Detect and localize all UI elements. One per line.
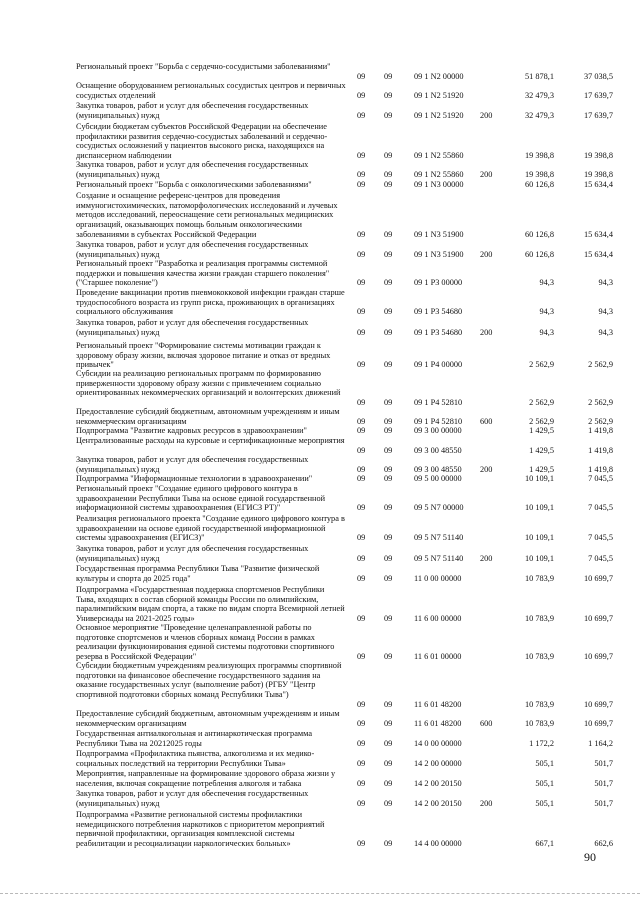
- target-article-code: 11 6 01 48200: [414, 699, 462, 709]
- table-row: [0, 749, 640, 768]
- amount-2022: 19 398,8: [524, 169, 554, 179]
- amount-2023: 94,3: [598, 327, 613, 337]
- table-row: [0, 436, 640, 455]
- row-name: Подпрограмма "Информационные технологии в здравоохранении": [76, 474, 313, 483]
- subsection-code: 09: [384, 151, 393, 161]
- target-article-code: 11 6 01 00000: [414, 652, 462, 662]
- page-number: 90: [584, 850, 596, 864]
- amount-2022: 505,1: [535, 758, 554, 768]
- expense-type-code: 200: [480, 169, 493, 179]
- expense-type-code: 600: [480, 718, 493, 728]
- section-code: 09: [357, 179, 366, 189]
- section-code: 09: [357, 798, 366, 808]
- amount-2023: 2 562,9: [588, 398, 613, 408]
- target-article-code: 09 5 N7 00000: [414, 503, 464, 513]
- amount-2022: 1 429,5: [529, 445, 554, 455]
- row-name: Региональный проект "Борьба с сердечно-сосудистыми заболеваниями": [76, 62, 331, 71]
- amount-2023: 2 562,9: [588, 416, 613, 426]
- table-row: [0, 407, 640, 426]
- target-article-code: 09 5 N7 51140: [414, 533, 464, 543]
- section-code: 09: [357, 652, 366, 662]
- target-article-code: 09 1 P4 52810: [414, 398, 463, 408]
- expense-type-code: 200: [480, 798, 493, 808]
- section-code: 09: [357, 573, 366, 583]
- subsection-code: 09: [384, 110, 393, 120]
- section-code: 09: [357, 778, 366, 788]
- section-code: 09: [357, 464, 366, 474]
- amount-2022: 10 109,1: [524, 533, 554, 543]
- table-row: [0, 259, 640, 288]
- amount-2022: 2 562,9: [529, 360, 554, 370]
- section-code: 09: [357, 278, 366, 288]
- row-name: Основное мероприятие "Проведение целенаправленной работы по подготовке спортсменов и членов сборных команд России в рамках реализации функционирования единой системы подготовки спортивного резерва в Российской Федерации": [76, 623, 335, 662]
- row-name: Закупка товаров, работ и услуг для обеспечения государственных (муниципальных) нужд: [76, 544, 309, 563]
- subsection-code: 09: [384, 652, 393, 662]
- table-row: [0, 160, 640, 179]
- amount-2023: 662,6: [594, 839, 613, 849]
- row-name: Подпрограмма «Государственная поддержка спортсменов Республики Тыва, входящих в состав сборной команды России по олимпийским, паралимпийским видам спорта, а также по видам спорта Всемирной летней Универсиады на 2021-2025 годы»: [76, 585, 345, 624]
- expense-type-code: 200: [480, 249, 493, 259]
- section-code: 09: [357, 473, 366, 483]
- subsection-code: 09: [384, 464, 393, 474]
- target-article-code: 09 1 P4 52810: [414, 416, 463, 426]
- target-article-code: 09 1 P4 00000: [414, 360, 463, 370]
- section-code: 09: [357, 533, 366, 543]
- table-row: [0, 341, 640, 370]
- amount-2022: 10 783,9: [524, 718, 554, 728]
- target-article-code: 09 1 N2 51920: [414, 90, 464, 100]
- amount-2022: 505,1: [535, 798, 554, 808]
- table-row: [0, 81, 640, 100]
- table-row: [0, 240, 640, 259]
- target-article-code: 09 5 00 00000: [414, 473, 462, 483]
- table-row: [0, 484, 640, 513]
- table-row: [0, 585, 640, 624]
- amount-2022: 94,3: [539, 278, 554, 288]
- amount-2022: 1 172,2: [529, 738, 554, 748]
- amount-2023: 7 045,5: [588, 503, 613, 513]
- row-name: Подпрограмма "Развитие кадровых ресурсов в здравоохранении": [76, 426, 307, 435]
- section-code: 09: [357, 553, 366, 563]
- subsection-code: 09: [384, 229, 393, 239]
- table-row: [0, 180, 640, 190]
- table-row: [0, 191, 640, 240]
- amount-2023: 7 045,5: [588, 473, 613, 483]
- target-article-code: 11 0 00 00000: [414, 573, 462, 583]
- amount-2023: 19 398,8: [583, 151, 613, 161]
- expense-type-code: 200: [480, 327, 493, 337]
- amount-2023: 15 634,4: [583, 249, 613, 259]
- amount-2023: 15 634,4: [583, 179, 613, 189]
- amount-2022: 10 783,9: [524, 699, 554, 709]
- section-code: 09: [357, 360, 366, 370]
- table-row: [0, 623, 640, 662]
- expense-type-code: 600: [480, 416, 493, 426]
- subsection-code: 09: [384, 71, 393, 81]
- section-code: 09: [357, 398, 366, 408]
- row-name: Субсидии на реализацию региональных программ по формированию приверженности здоровому образу жизни с привлечением социально ориентированных некоммерческих организаций и волонтерских движений: [76, 369, 341, 398]
- amount-2022: 60 126,8: [524, 229, 554, 239]
- target-article-code: 14 0 00 00000: [414, 738, 462, 748]
- target-article-code: 09 5 N7 51140: [414, 553, 464, 563]
- amount-2022: 10 783,9: [524, 573, 554, 583]
- target-article-code: 09 1 P3 54680: [414, 307, 463, 317]
- row-name: Централизованные расходы на курсовые и сертификационные мероприятия: [76, 436, 345, 445]
- amount-2023: 19 398,8: [583, 169, 613, 179]
- row-name: Проведение вакцинации против пневмококковой инфекции граждан старше трудоспособного возраста из групп риска, проживающих в организациях социального обслуживания: [76, 288, 345, 317]
- subsection-code: 09: [384, 169, 393, 179]
- section-code: 09: [357, 738, 366, 748]
- row-name: Субсидии бюджетам субъектов Российской Федерации на обеспечение профилактики развития сердечно-сосудистых заболеваний и сердечно-сосудистых осложнений у пациентов высокого риска, находящихся на диспансерном наблюдении: [76, 122, 328, 161]
- row-name: Региональный проект "Создание единого цифрового контура в здравоохранении Республики Тыва на основе единой государственной информационной системы здравоохранения (ЕГИСЗ РТ)": [76, 484, 326, 513]
- amount-2023: 10 699,7: [583, 573, 613, 583]
- row-name: Закупка товаров, работ и услуг для обеспечения государственных (муниципальных) нужд: [76, 160, 309, 179]
- amount-2023: 37 038,5: [583, 71, 613, 81]
- target-article-code: 14 4 00 00000: [414, 839, 462, 849]
- table-row: [0, 789, 640, 808]
- section-code: 09: [357, 425, 366, 435]
- row-name: Создание и оснащение референс-центров для проведения иммуногистохимических, патоморфологических исследований и лучевых методов исследований, переоснащение сети региональных медицинских организаций, оказывающих помощь больным онкологическими заболеваниями в субъектах Российской Федерации: [76, 191, 338, 239]
- row-name: Государственная антиалкогольная и антинаркотическая программа Республики Тыва на 20212025 годы: [76, 729, 313, 748]
- table-row: [0, 288, 640, 317]
- amount-2023: 17 639,7: [583, 90, 613, 100]
- target-article-code: 09 3 00 48550: [414, 445, 462, 455]
- table-row: [0, 709, 640, 728]
- subsection-code: 09: [384, 573, 393, 583]
- target-article-code: 09 1 P3 00000: [414, 278, 463, 288]
- table-row: [0, 514, 640, 543]
- table-row: [0, 101, 640, 120]
- amount-2023: 15 634,4: [583, 229, 613, 239]
- section-code: 09: [357, 229, 366, 239]
- amount-2022: 10 109,1: [524, 503, 554, 513]
- table-row: [0, 369, 640, 408]
- target-article-code: 09 1 N2 55860: [414, 169, 464, 179]
- subsection-code: 09: [384, 249, 393, 259]
- row-name: Закупка товаров, работ и услуг для обеспечения государственных (муниципальных) нужд: [76, 240, 309, 259]
- amount-2023: 94,3: [598, 278, 613, 288]
- amount-2022: 51 878,1: [524, 71, 554, 81]
- amount-2022: 667,1: [535, 839, 554, 849]
- table-row: [0, 729, 640, 748]
- target-article-code: 09 1 N3 00000: [414, 179, 464, 189]
- subsection-code: 09: [384, 327, 393, 337]
- table-row: [0, 544, 640, 563]
- section-code: 09: [357, 249, 366, 259]
- row-name: Предоставление субсидий бюджетным, автономным учреждениям и иным некоммерческим организациям: [76, 709, 340, 728]
- row-name: Закупка товаров, работ и услуг для обеспечения государственных (муниципальных) нужд: [76, 789, 309, 808]
- amount-2023: 1 419,8: [588, 425, 613, 435]
- table-row: [0, 122, 640, 161]
- subsection-code: 09: [384, 738, 393, 748]
- section-code: 09: [357, 416, 366, 426]
- section-code: 09: [357, 445, 366, 455]
- amount-2023: 10 699,7: [583, 652, 613, 662]
- target-article-code: 14 2 00 20150: [414, 778, 462, 788]
- target-article-code: 09 1 N3 51900: [414, 249, 464, 259]
- amount-2023: 10 699,7: [583, 614, 613, 624]
- amount-2023: 1 419,8: [588, 464, 613, 474]
- subsection-code: 09: [384, 416, 393, 426]
- amount-2022: 2 562,9: [529, 416, 554, 426]
- amount-2022: 60 126,8: [524, 249, 554, 259]
- amount-2022: 10 783,9: [524, 614, 554, 624]
- amount-2022: 10 783,9: [524, 652, 554, 662]
- section-code: 09: [357, 758, 366, 768]
- amount-2022: 19 398,8: [524, 151, 554, 161]
- subsection-code: 09: [384, 778, 393, 788]
- amount-2023: 501,7: [594, 778, 613, 788]
- amount-2022: 94,3: [539, 307, 554, 317]
- target-article-code: 11 6 01 48200: [414, 718, 462, 728]
- section-code: 09: [357, 327, 366, 337]
- row-name: Мероприятия, направленные на формирование здорового образа жизни у населения, включая сокращение потребления алкоголя и табака: [76, 769, 336, 788]
- amount-2022: 1 429,5: [529, 425, 554, 435]
- section-code: 09: [357, 614, 366, 624]
- target-article-code: 09 1 N3 51900: [414, 229, 464, 239]
- section-code: 09: [357, 90, 366, 100]
- target-article-code: 09 1 N2 55860: [414, 151, 464, 161]
- subsection-code: 09: [384, 758, 393, 768]
- target-article-code: 11 6 00 00000: [414, 614, 462, 624]
- target-article-code: 09 3 00 00000: [414, 425, 462, 435]
- section-code: 09: [357, 151, 366, 161]
- amount-2023: 1 164,2: [588, 738, 613, 748]
- scan-edge-divider: [0, 893, 640, 894]
- row-name: Реализация регионального проекта "Создание единого цифрового контура в здравоохранении на основе единой государственной информационной системы здравоохранения (ЕГИСЗ)": [76, 514, 345, 543]
- subsection-code: 09: [384, 425, 393, 435]
- row-name: Закупка товаров, работ и услуг для обеспечения государственных (муниципальных) нужд: [76, 455, 309, 474]
- subsection-code: 09: [384, 699, 393, 709]
- section-code: 09: [357, 839, 366, 849]
- subsection-code: 09: [384, 473, 393, 483]
- row-name: Региональный проект "Формирование системы мотивации граждан к здоровому образу жизни, включая здоровое питание и отказ от вредных привычек": [76, 341, 331, 370]
- expense-type-code: 200: [480, 464, 493, 474]
- amount-2023: 17 639,7: [583, 110, 613, 120]
- section-code: 09: [357, 503, 366, 513]
- subsection-code: 09: [384, 90, 393, 100]
- section-code: 09: [357, 699, 366, 709]
- table-row: [0, 769, 640, 788]
- row-name: Подпрограмма «Профилактика пьянства, алкоголизма и их медико-социальных последствий на территории Республики Тыва»: [76, 749, 315, 768]
- expense-type-code: 200: [480, 110, 493, 120]
- row-name: Региональный проект "Разработка и реализация программы системной поддержки и повышения качества жизни граждан старшего поколения" ("Старшее поколение"): [76, 259, 330, 288]
- section-code: 09: [357, 307, 366, 317]
- subsection-code: 09: [384, 614, 393, 624]
- table-row: [0, 474, 640, 484]
- table-row: [0, 564, 640, 583]
- target-article-code: 09 1 P3 54680: [414, 327, 463, 337]
- amount-2022: 32 479,3: [524, 110, 554, 120]
- section-code: 09: [357, 71, 366, 81]
- table-row: [0, 318, 640, 337]
- amount-2023: 2 562,9: [588, 360, 613, 370]
- row-name: Субсидии бюджетным учреждениям реализующих программы спортивной подготовки на финансовое обеспечение государственного задания на оказание государственных услуг (выполнение работ) (РГБУ "Центр спортивной подготовки сборных команд Республики Тыва"): [76, 661, 342, 700]
- subsection-code: 09: [384, 553, 393, 563]
- subsection-code: 09: [384, 179, 393, 189]
- subsection-code: 09: [384, 718, 393, 728]
- section-code: 09: [357, 169, 366, 179]
- subsection-code: 09: [384, 398, 393, 408]
- amount-2023: 94,3: [598, 307, 613, 317]
- table-row: [0, 455, 640, 474]
- expense-type-code: 200: [480, 553, 493, 563]
- subsection-code: 09: [384, 360, 393, 370]
- target-article-code: 14 2 00 20150: [414, 798, 462, 808]
- amount-2023: 10 699,7: [583, 699, 613, 709]
- amount-2022: 505,1: [535, 778, 554, 788]
- row-name: Региональный проект "Борьба с онкологическими заболеваниями": [76, 180, 312, 189]
- amount-2022: 1 429,5: [529, 464, 554, 474]
- subsection-code: 09: [384, 307, 393, 317]
- row-name: Закупка товаров, работ и услуг для обеспечения государственных (муниципальных) нужд: [76, 101, 309, 120]
- section-code: 09: [357, 110, 366, 120]
- row-name: Оснащение оборудованием региональных сосудистых центров и первичных сосудистых отделений: [76, 81, 346, 100]
- amount-2023: 7 045,5: [588, 553, 613, 563]
- target-article-code: 09 1 N2 00000: [414, 71, 464, 81]
- subsection-code: 09: [384, 503, 393, 513]
- target-article-code: 09 3 00 48550: [414, 464, 462, 474]
- amount-2023: 501,7: [594, 758, 613, 768]
- amount-2022: 32 479,3: [524, 90, 554, 100]
- amount-2022: 10 109,1: [524, 553, 554, 563]
- table-row: [0, 426, 640, 436]
- amount-2023: 501,7: [594, 798, 613, 808]
- row-name: Закупка товаров, работ и услуг для обеспечения государственных (муниципальных) нужд: [76, 318, 309, 337]
- row-name: Предоставление субсидий бюджетным, автономным учреждениям и иным некоммерческим организациям: [76, 407, 340, 426]
- section-code: 09: [357, 718, 366, 728]
- amount-2023: 1 419,8: [588, 445, 613, 455]
- row-name: Подпрограмма «Развитие региональной системы профилактики немедицинского потребления наркотиков с приоритетом мероприятий первичной профилактики, организация комплексной системы реабилитации и ресоциализации наркологических больных»: [76, 810, 325, 849]
- target-article-code: 09 1 N2 51920: [414, 110, 464, 120]
- row-name: Государственная программа Республики Тыва "Развитие физической культуры и спорта до 2025 года": [76, 564, 320, 583]
- subsection-code: 09: [384, 278, 393, 288]
- amount-2022: 2 562,9: [529, 398, 554, 408]
- table-row: [0, 810, 640, 849]
- amount-2023: 10 699,7: [583, 718, 613, 728]
- subsection-code: 09: [384, 798, 393, 808]
- subsection-code: 09: [384, 445, 393, 455]
- amount-2022: 60 126,8: [524, 179, 554, 189]
- subsection-code: 09: [384, 533, 393, 543]
- table-row: [0, 62, 640, 81]
- amount-2022: 10 109,1: [524, 473, 554, 483]
- table-row: [0, 661, 640, 710]
- subsection-code: 09: [384, 839, 393, 849]
- amount-2023: 7 045,5: [588, 533, 613, 543]
- target-article-code: 14 2 00 00000: [414, 758, 462, 768]
- amount-2022: 94,3: [539, 327, 554, 337]
